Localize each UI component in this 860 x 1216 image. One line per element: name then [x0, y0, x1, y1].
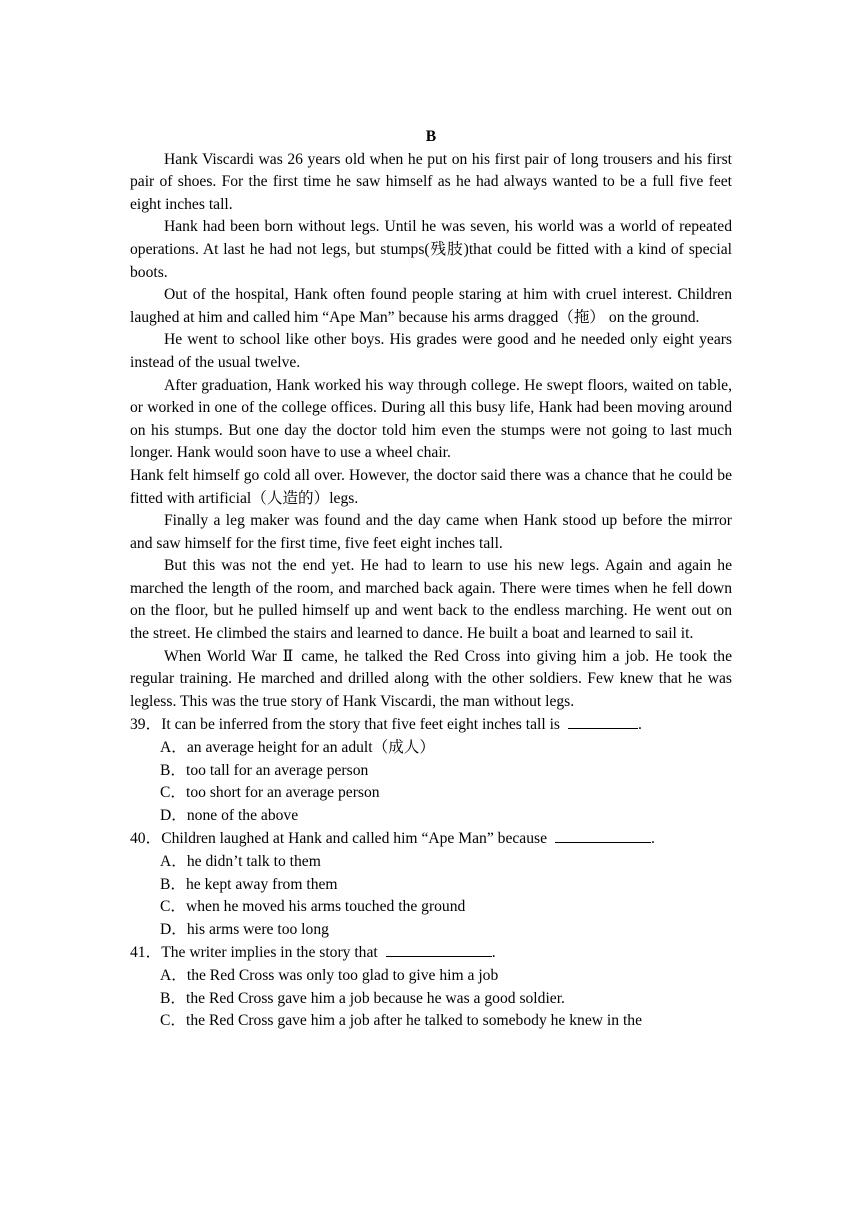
- option-b: [130, 760, 732, 783]
- question-stem: [130, 713, 732, 737]
- question-end: .: [638, 716, 642, 734]
- passage-paragraph: Hank felt himself go cold all over. However, the doctor said there was a chance that he could be fitted with artificial（人造的）legs.: [130, 466, 732, 507]
- option-text: he kept away from them: [186, 875, 338, 893]
- option-text: too short for an average person: [186, 784, 380, 802]
- passage-paragraph: He went to school like other boys. His grades were good and he needed only eight years instead of the usual twelve.: [130, 331, 732, 371]
- option-c: [130, 1010, 732, 1033]
- question-stem: [130, 941, 732, 965]
- question-40: [130, 827, 732, 941]
- option-list: [130, 851, 732, 941]
- document-page: [130, 126, 732, 1033]
- question-end: .: [651, 830, 655, 848]
- passage-paragraph: Finally a leg maker was found and the day came when Hank stood up before the mirror and saw himself for the first time, five feet eight inches tall.: [130, 512, 732, 552]
- option-text: too tall for an average person: [186, 761, 369, 779]
- question-text: The writer implies in the story that: [161, 944, 378, 962]
- answer-blank: [386, 941, 492, 957]
- option-text: an average height for an adult（成人）: [186, 739, 435, 757]
- section-heading: B: [425, 128, 437, 145]
- option-letter: B．: [160, 875, 186, 893]
- option-text: the Red Cross gave him a job after he talked to somebody he knew in the: [186, 1012, 643, 1030]
- option-letter: B．: [160, 989, 186, 1007]
- option-letter: A．: [160, 739, 187, 757]
- option-text: he didn’t talk to them: [186, 853, 321, 870]
- option-text: the Red Cross gave him a job because he was a good soldier.: [186, 989, 565, 1007]
- option-letter: C．: [160, 898, 186, 916]
- question-39: [130, 713, 732, 827]
- option-letter: C．: [160, 784, 186, 802]
- question-text: It can be inferred from the story that five feet eight inches tall is: [161, 716, 560, 734]
- question-text: Children laughed at Hank and called him “Ape Man” because: [161, 830, 548, 848]
- option-list: [130, 965, 732, 1033]
- answer-blank: [555, 827, 651, 843]
- option-text: none of the above: [186, 806, 299, 824]
- option-letter: A．: [160, 966, 187, 984]
- question-41: [130, 941, 732, 1032]
- option-text: his arms were too long: [186, 920, 329, 938]
- option-text: the Red Cross was only too glad to give him a job: [186, 966, 499, 984]
- reading-passage: [130, 149, 732, 714]
- passage-paragraph: But this was not the end yet. He had to learn to use his new legs. Again and again he marched the length of the room, and marched back again. There were times when he fell down on the floor, but he pulled himself up and went back to the endless marching. He went out on the street. He climbed the stairs and learned to dance. He built a boat and learned to sail it.: [130, 557, 732, 643]
- option-c: [130, 782, 732, 805]
- question-number: 41．: [130, 944, 162, 962]
- option-list: [130, 737, 732, 827]
- option-a: [130, 965, 732, 988]
- option-d: [130, 805, 732, 828]
- option-c: [130, 896, 732, 919]
- question-number: 39．: [130, 716, 162, 734]
- passage-paragraph: Hank Viscardi was 26 years old when he put on his first pair of long trousers and his first pair of shoes. For the first time he saw himself as he had always wanted to be a full five feet eight inches tall.: [130, 150, 732, 213]
- option-a: [130, 737, 732, 760]
- answer-blank: [568, 713, 638, 729]
- option-text: when he moved his arms touched the ground: [186, 898, 466, 916]
- option-letter: D．: [160, 920, 187, 938]
- option-letter: C．: [160, 1012, 186, 1030]
- option-letter: A．: [160, 853, 187, 870]
- question-number: 40．: [130, 830, 162, 848]
- passage-paragraph: After graduation, Hank worked his way through college. He swept floors, waited on table, or worked in one of the college offices. During all this busy life, Hank had been moving around on his stumps. But one day the doctor told him even the stumps were not going to last much longer. Hank would soon have to use a wheel chair.: [130, 376, 732, 462]
- question-end: .: [491, 944, 496, 962]
- option-d: [130, 919, 732, 942]
- option-b: [130, 874, 732, 897]
- question-stem: [130, 827, 732, 851]
- option-a: [130, 851, 732, 874]
- option-letter: D．: [160, 806, 187, 824]
- option-letter: B．: [160, 761, 186, 779]
- passage-paragraph: Out of the hospital, Hank often found people staring at him with cruel interest. Children laughed at him and called him “Ape Man” because his arms dragged（拖） on the ground.: [130, 286, 732, 326]
- passage-paragraph: Hank had been born without legs. Until he was seven, his world was a world of repeated operations. At last he had not legs, but stumps(残肢)that could be fitted with a kind of special boots.: [130, 218, 732, 281]
- option-b: [130, 988, 732, 1011]
- passage-paragraph: When World War Ⅱ came, he talked the Red Cross into giving him a job. He took the regular training. He marched and drilled along with the other soldiers. Few knew that he was legless. This was the true story of Hank Viscardi, the man without legs.: [130, 647, 732, 710]
